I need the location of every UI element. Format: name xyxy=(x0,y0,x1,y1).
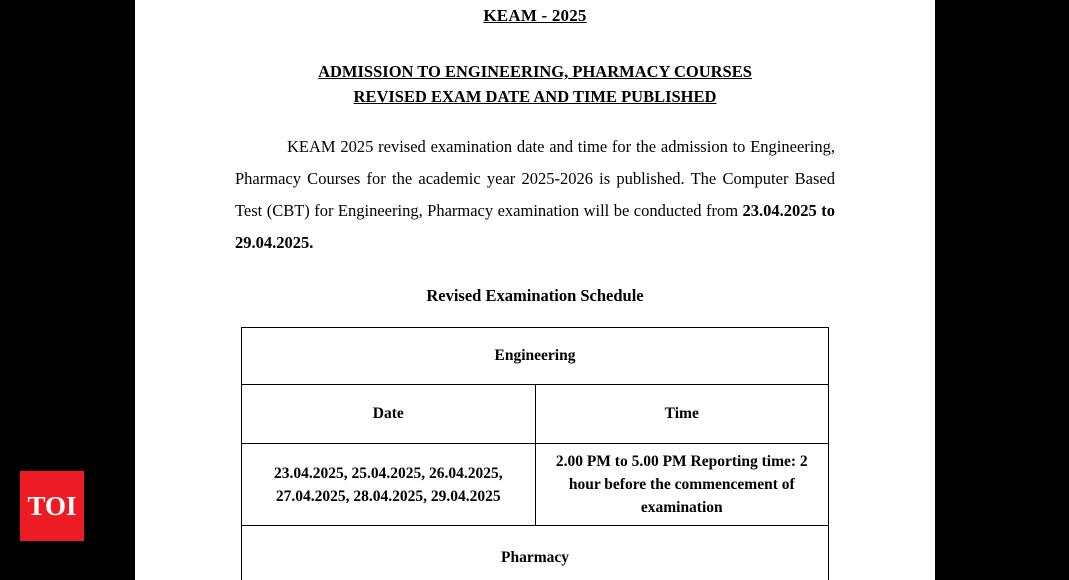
exam-schedule-table xyxy=(241,327,829,580)
engineering-time-cell: 2.00 PM to 5.00 PM Reporting time: 2 hour before the commencement of examination xyxy=(535,444,829,526)
paragraph-text: KEAM 2025 revised examination date and time for the admission to Engineering, Pharmacy Courses for the academic year 2025-2026 is published. The Computer Based Test (CBT) for Engineering, Pharmacy examination will be conducted from xyxy=(235,137,835,220)
document-subtitle xyxy=(135,59,935,109)
table-row xyxy=(242,444,829,526)
table-row-column-headers xyxy=(242,385,829,444)
table-row-pharmacy-section xyxy=(242,526,829,580)
toi-logo-text: TOI xyxy=(27,490,77,521)
subtitle-line-1: ADMISSION TO ENGINEERING, PHARMACY COURSES xyxy=(318,62,752,81)
toi-watermark-logo xyxy=(20,471,84,541)
engineering-dates-cell: 23.04.2025, 25.04.2025, 26.04.2025, 27.04.2025, 28.04.2025, 29.04.2025 xyxy=(242,444,536,526)
schedule-heading: Revised Examination Schedule xyxy=(426,286,644,305)
document-page xyxy=(135,0,935,580)
engineering-section-header: Engineering xyxy=(242,328,829,385)
column-header-time: Time xyxy=(535,385,829,444)
intro-paragraph xyxy=(235,131,835,259)
pharmacy-section-header: Pharmacy xyxy=(242,526,829,580)
document-body xyxy=(135,6,935,580)
subtitle-line-2: REVISED EXAM DATE AND TIME PUBLISHED xyxy=(353,87,717,106)
page-title: KEAM - 2025 xyxy=(483,6,587,25)
table-row-engineering-section xyxy=(242,328,829,385)
column-header-date: Date xyxy=(242,385,536,444)
paragraph-bold-dates: 23.04.2025 to 29.04.2025. xyxy=(235,201,835,252)
